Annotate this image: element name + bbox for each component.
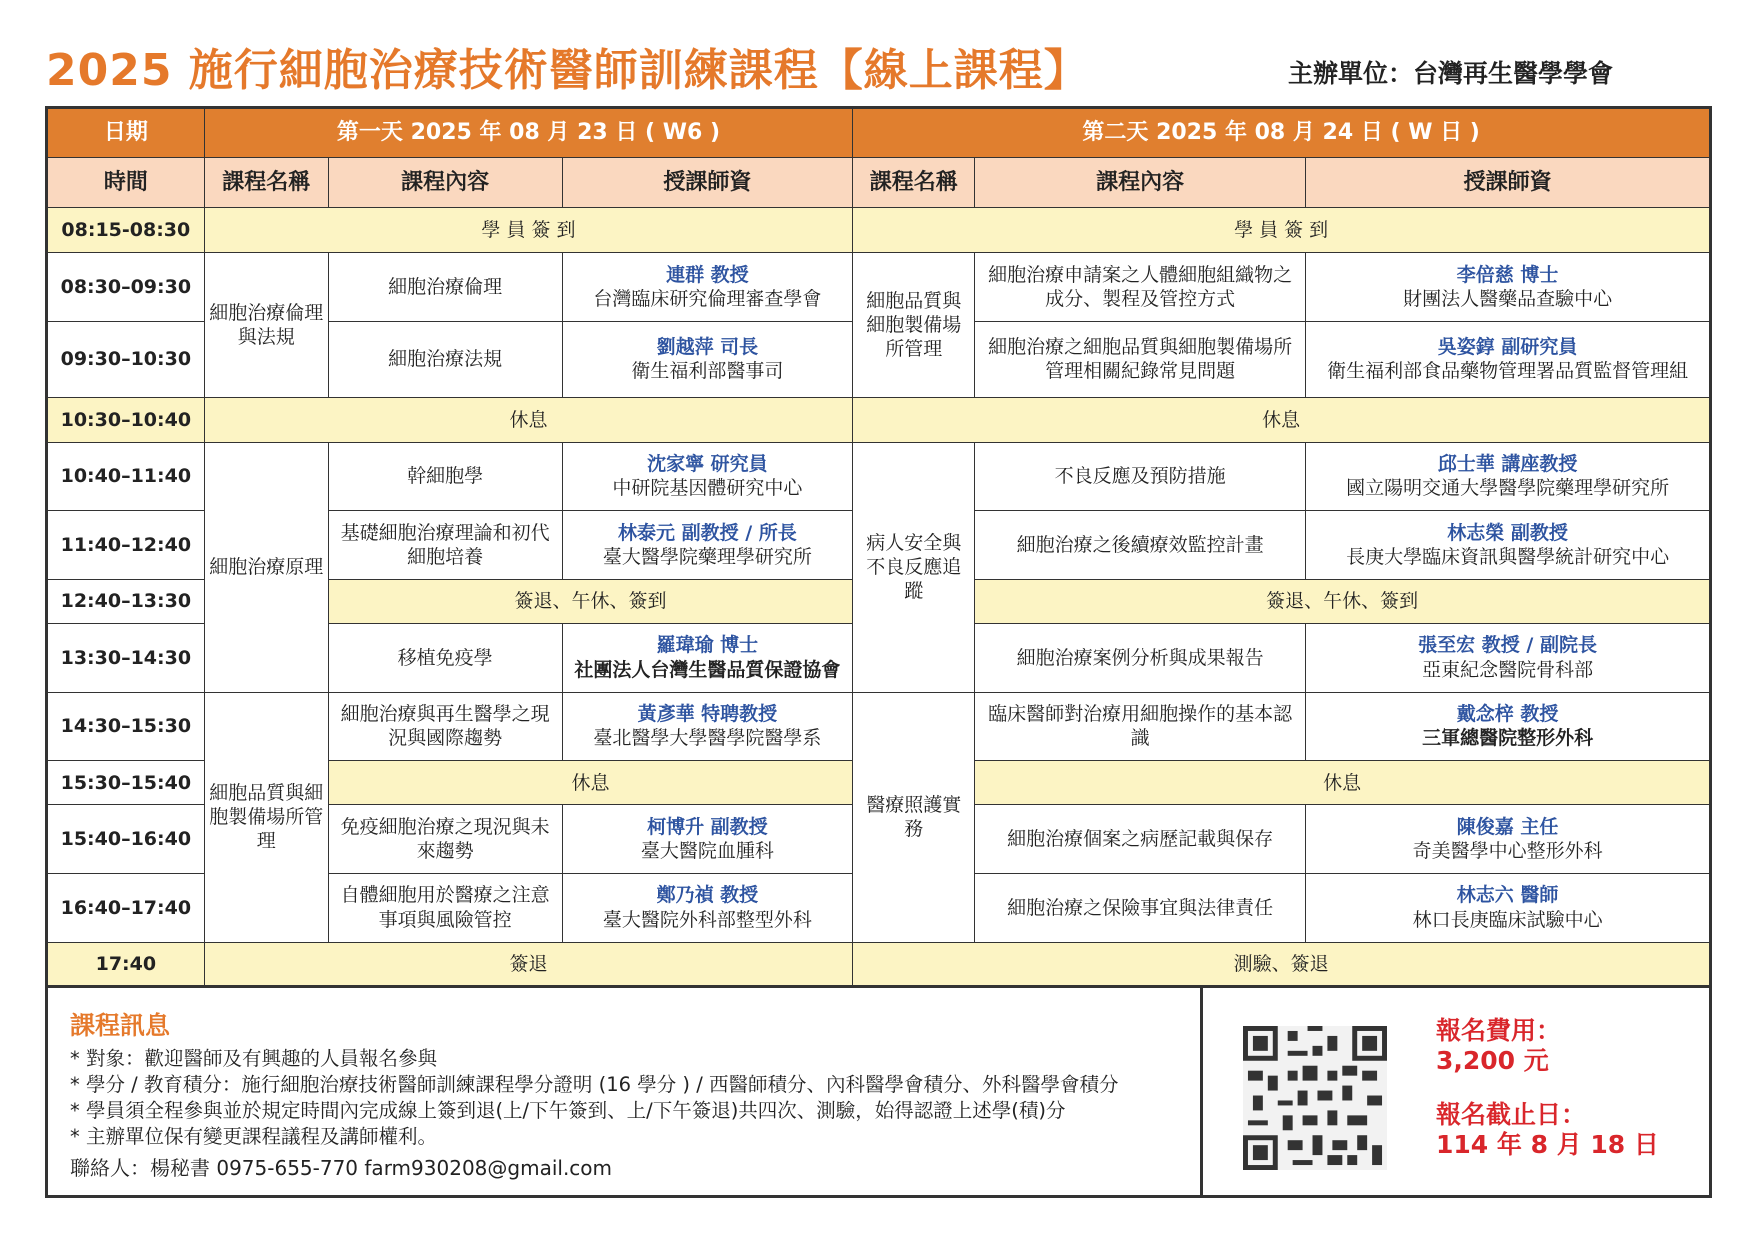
teacher-org: 臺大醫學院藥理學研究所 xyxy=(602,545,812,568)
info-line: * 對象：歡迎醫師及有興趣的人員報名參與 xyxy=(70,1047,437,1070)
teacher-name: 鄭乃禎 教授 xyxy=(656,884,759,907)
content-cell: 不良反應及預防措施 xyxy=(975,442,1306,511)
content-cell: 移植免疫學 xyxy=(328,624,562,693)
course-info-title: 課程訊息 xyxy=(70,1011,171,1040)
teacher-name: 沈家寧 研究員 xyxy=(647,453,768,476)
course-name-cell: 細胞治療倫理與法規 xyxy=(204,253,328,398)
time-cell: 12:40–13:30 xyxy=(47,579,205,623)
course-info-text xyxy=(48,988,1203,1195)
teacher-cell xyxy=(562,873,853,942)
teacher-org: 長庚大學臨床資訊與醫學統計研究中心 xyxy=(1346,545,1670,568)
fee-value: 3,200 元 xyxy=(1436,1046,1549,1075)
event-cell: 學 員 簽 到 xyxy=(853,207,1711,252)
time-cell: 08:30–09:30 xyxy=(47,253,205,322)
teacher-org: 衛生福利部食品藥物管理署品質監督管理組 xyxy=(1327,360,1689,383)
teacher-org: 臺北醫學大學醫學院醫學系 xyxy=(593,727,822,750)
teacher-cell xyxy=(1306,511,1711,580)
teacher-header: 授課師資 xyxy=(1306,158,1711,207)
time-header: 時間 xyxy=(47,158,205,207)
course-name-cell: 細胞品質與細胞製備場所管理 xyxy=(853,253,975,398)
teacher-name: 羅瑋瑜 博士 xyxy=(656,634,759,657)
teacher-name: 林志榮 副教授 xyxy=(1447,521,1568,544)
teacher-cell xyxy=(1306,624,1711,693)
teacher-org: 亞東紀念醫院骨科部 xyxy=(1422,658,1594,681)
teacher-org: 林口長庚臨床試驗中心 xyxy=(1412,908,1603,931)
content-cell: 免疫細胞治療之現況與未來趨勢 xyxy=(328,805,562,874)
table-row xyxy=(47,442,1711,511)
teacher-name: 李倍慈 博士 xyxy=(1456,263,1559,286)
teacher-name: 黃彥華 特聘教授 xyxy=(637,703,778,726)
teacher-name: 陳俊嘉 主任 xyxy=(1456,815,1559,838)
event-cell: 休息 xyxy=(328,761,852,805)
qr-code-icon[interactable] xyxy=(1243,1026,1387,1170)
course-name-cell: 細胞品質與細胞製備場所管理 xyxy=(204,692,328,942)
teacher-name: 戴念梓 教授 xyxy=(1456,703,1559,726)
teacher-name: 劉越萍 司長 xyxy=(656,336,759,359)
teacher-org: 臺大醫院血腫科 xyxy=(640,840,774,863)
event-cell: 休息 xyxy=(975,761,1711,805)
teacher-name: 邱士華 講座教授 xyxy=(1437,453,1578,476)
date-header: 日期 xyxy=(47,108,205,158)
time-cell: 17:40 xyxy=(47,942,205,987)
teacher-cell xyxy=(562,805,853,874)
info-line: * 主辦單位保有變更課程議程及講師權利。 xyxy=(70,1125,437,1148)
event-cell: 休息 xyxy=(204,398,853,442)
content-cell: 基礎細胞治療理論和初代細胞培養 xyxy=(328,511,562,580)
teacher-org: 奇美醫學中心整形外科 xyxy=(1412,840,1603,863)
teacher-cell xyxy=(1306,805,1711,874)
teacher-header: 授課師資 xyxy=(562,158,853,207)
table-row xyxy=(47,207,1711,252)
content-cell: 細胞治療個案之病歷記載與保存 xyxy=(975,805,1306,874)
teacher-cell xyxy=(1306,253,1711,322)
teacher-cell xyxy=(1306,442,1711,511)
teacher-name: 林泰元 副教授 / 所長 xyxy=(617,521,797,544)
teacher-cell xyxy=(1306,873,1711,942)
info-line: * 學員須全程參與並於規定時間內完成線上簽到退(上/下午簽到、上/下午簽退)共四次、測驗，始得認證上述學(積)分 xyxy=(70,1099,1066,1122)
event-cell: 簽退、午休、簽到 xyxy=(328,579,852,623)
organizer-label: 主辦單位：台灣再生醫學學會 xyxy=(1288,59,1614,88)
teacher-cell xyxy=(1306,321,1711,398)
teacher-cell xyxy=(562,321,853,398)
course-name-header: 課程名稱 xyxy=(204,158,328,207)
time-cell: 09:30–10:30 xyxy=(47,321,205,398)
time-cell: 13:30–14:30 xyxy=(47,624,205,693)
contact-info: 聯絡人：楊秘書 0975-655-770 farm930208@gmail.com xyxy=(70,1156,613,1180)
course-name-header: 課程名稱 xyxy=(853,158,975,207)
time-cell: 16:40–17:40 xyxy=(47,873,205,942)
teacher-org: 財團法人醫藥品查驗中心 xyxy=(1403,287,1613,310)
info-line: * 學分 / 教育積分：施行細胞治療技術醫師訓練課程學分證明 (16 學分 ) / 西醫師積分、內科醫學會積分、外科醫學會積分 xyxy=(70,1073,1119,1096)
content-cell: 細胞治療之後續療效監控計畫 xyxy=(975,511,1306,580)
header-row-days xyxy=(47,108,1711,158)
content-cell: 細胞治療法規 xyxy=(328,321,562,398)
table-row xyxy=(47,942,1711,987)
content-cell: 細胞治療案例分析與成果報告 xyxy=(975,624,1306,693)
content-cell: 自體細胞用於醫療之注意事項與風險管控 xyxy=(328,873,562,942)
teacher-name: 張至宏 教授 / 副院長 xyxy=(1418,634,1597,657)
teacher-name: 吳姿錞 副研究員 xyxy=(1437,336,1578,359)
course-info-list xyxy=(70,1046,1119,1150)
registration-info xyxy=(1436,1016,1659,1160)
day2-header: 第二天 2025 年 08 月 24 日 ( W 日 ) xyxy=(853,108,1711,158)
content-cell: 幹細胞學 xyxy=(328,442,562,511)
event-cell: 簽退 xyxy=(204,942,853,987)
course-info-panel xyxy=(45,988,1712,1198)
content-cell: 細胞治療之保險事宜與法律責任 xyxy=(975,873,1306,942)
course-content-header: 課程內容 xyxy=(328,158,562,207)
teacher-org: 臺大醫院外科部整型外科 xyxy=(602,908,812,931)
teacher-name: 柯博升 副教授 xyxy=(647,815,768,838)
table-row xyxy=(47,253,1711,322)
table-row xyxy=(47,398,1711,442)
teacher-cell xyxy=(562,692,853,761)
time-cell: 10:40–11:40 xyxy=(47,442,205,511)
teacher-org: 衛生福利部醫事司 xyxy=(631,360,784,383)
fee-label: 報名費用： xyxy=(1436,1016,1562,1045)
time-cell: 15:30–15:40 xyxy=(47,761,205,805)
time-cell: 14:30–15:30 xyxy=(47,692,205,761)
time-cell: 08:15-08:30 xyxy=(47,207,205,252)
page-title: 2025 施行細胞治療技術醫師訓練課程【線上課程】 xyxy=(46,45,1089,96)
day1-header: 第一天 2025 年 08 月 23 日 ( W6 ) xyxy=(204,108,853,158)
teacher-org: 社團法人台灣生醫品質保證協會 xyxy=(574,658,841,681)
teacher-org: 中研院基因體研究中心 xyxy=(612,477,803,500)
deadline-label: 報名截止日： xyxy=(1436,1100,1587,1129)
table-row xyxy=(47,692,1711,761)
course-name-cell: 細胞治療原理 xyxy=(204,442,328,692)
teacher-cell xyxy=(1306,692,1711,761)
course-name-cell: 病人安全與不良反應追蹤 xyxy=(853,442,975,692)
event-cell: 測驗、簽退 xyxy=(853,942,1711,987)
time-cell: 11:40–12:40 xyxy=(47,511,205,580)
content-cell: 臨床醫師對治療用細胞操作的基本認識 xyxy=(975,692,1306,761)
course-name-cell: 醫療照護實務 xyxy=(853,692,975,942)
content-cell: 細胞治療之細胞品質與細胞製備場所管理相關紀錄常見問題 xyxy=(975,321,1306,398)
teacher-cell xyxy=(562,624,853,693)
time-cell: 10:30–10:40 xyxy=(47,398,205,442)
teacher-name: 連群 教授 xyxy=(666,263,749,286)
time-cell: 15:40–16:40 xyxy=(47,805,205,874)
content-cell: 細胞治療與再生醫學之現況與國際趨勢 xyxy=(328,692,562,761)
teacher-cell xyxy=(562,253,853,322)
course-content-header: 課程內容 xyxy=(975,158,1306,207)
teacher-name: 林志六 醫師 xyxy=(1456,884,1559,907)
content-cell: 細胞治療申請案之人體細胞組織物之成分、製程及管控方式 xyxy=(975,253,1306,322)
schedule-table xyxy=(45,106,1712,988)
content-cell: 細胞治療倫理 xyxy=(328,253,562,322)
teacher-org: 三軍總醫院整形外科 xyxy=(1422,727,1594,750)
teacher-org: 國立陽明交通大學醫學院藥理學研究所 xyxy=(1346,477,1670,500)
teacher-org: 台灣臨床研究倫理審查學會 xyxy=(593,287,822,310)
teacher-cell xyxy=(562,442,853,511)
event-cell: 學 員 簽 到 xyxy=(204,207,853,252)
event-cell: 簽退、午休、簽到 xyxy=(975,579,1711,623)
event-cell: 休息 xyxy=(853,398,1711,442)
deadline-value: 114 年 8 月 18 日 xyxy=(1436,1130,1659,1159)
header-row-columns xyxy=(47,158,1711,207)
teacher-cell xyxy=(562,511,853,580)
